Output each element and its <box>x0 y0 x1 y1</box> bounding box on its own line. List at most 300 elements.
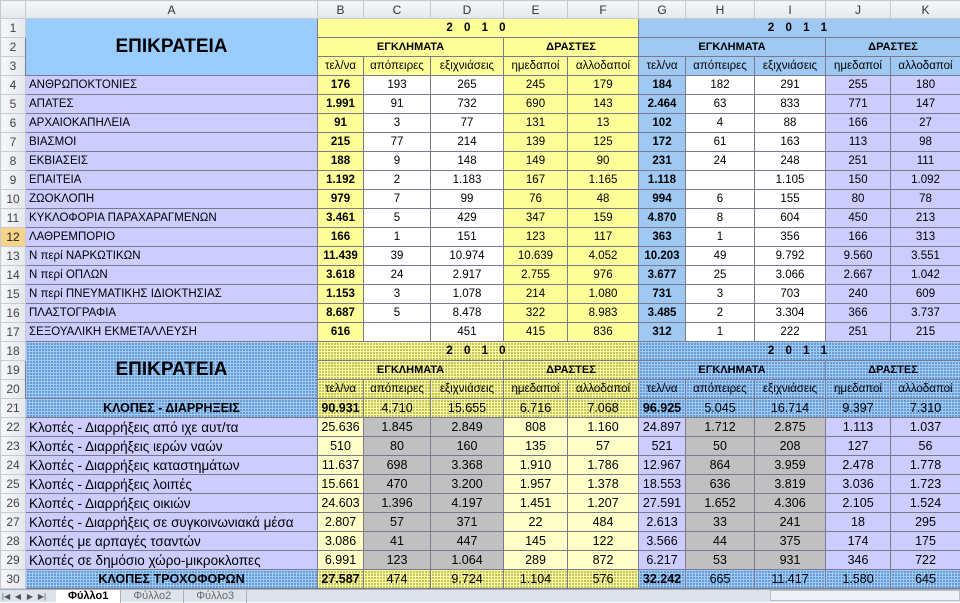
data-cell[interactable]: 215 <box>318 133 364 152</box>
subheader-cell[interactable]: εξιχνιάσεις <box>431 57 504 76</box>
data-cell[interactable]: 3.485 <box>639 304 686 323</box>
row-header[interactable]: 16 <box>1 304 26 323</box>
data-cell[interactable]: 1.396 <box>364 494 431 513</box>
data-cell[interactable]: 8.687 <box>318 304 364 323</box>
data-cell[interactable]: 155 <box>755 190 826 209</box>
data-cell[interactable]: 5 <box>364 304 431 323</box>
total-cell[interactable]: 474 <box>364 570 431 589</box>
data-cell[interactable]: 833 <box>755 95 826 114</box>
data-cell[interactable]: 167 <box>504 171 568 190</box>
data-cell[interactable]: 1.113 <box>826 418 891 437</box>
subheader-cell[interactable]: ημεδαποί <box>826 57 891 76</box>
row-label[interactable]: Κλοπές - Διαρρήξεις οικιών <box>26 494 318 513</box>
data-cell[interactable]: 122 <box>568 532 639 551</box>
row-label[interactable]: ΑΡΧΑΙΟΚΑΠΗΛΕΙΑ <box>26 114 318 133</box>
row-label[interactable]: Κλοπές - Διαρρήξεις σε συγκοινωνιακά μέσα <box>26 513 318 532</box>
data-cell[interactable]: 3 <box>364 285 431 304</box>
data-cell[interactable]: 18 <box>826 513 891 532</box>
subheader-cell[interactable]: αλλοδαποί <box>568 57 639 76</box>
data-cell[interactable]: 166 <box>826 114 891 133</box>
data-cell[interactable]: 7 <box>364 190 431 209</box>
data-cell[interactable]: 102 <box>639 114 686 133</box>
data-cell[interactable]: 241 <box>755 513 826 532</box>
row-header[interactable]: 29 <box>1 551 26 570</box>
row-header[interactable]: 24 <box>1 456 26 475</box>
data-cell[interactable]: 48 <box>568 190 639 209</box>
data-cell[interactable]: 24 <box>364 266 431 285</box>
data-cell[interactable]: 3.461 <box>318 209 364 228</box>
row-header[interactable]: 15 <box>1 285 26 304</box>
data-cell[interactable]: 145 <box>504 532 568 551</box>
row-header[interactable]: 8 <box>1 152 26 171</box>
total-cell[interactable]: 6.716 <box>504 399 568 418</box>
data-cell[interactable]: 4 <box>686 114 755 133</box>
group-header[interactable]: ΕΓΚΛΗΜΑΤΑ <box>318 361 504 380</box>
data-cell[interactable]: 151 <box>431 228 504 247</box>
data-cell[interactable]: 117 <box>568 228 639 247</box>
data-cell[interactable]: 484 <box>568 513 639 532</box>
data-cell[interactable]: 3.677 <box>639 266 686 285</box>
select-all-corner[interactable] <box>1 1 26 19</box>
row-label[interactable]: Ν περί ΟΠΛΩΝ <box>26 266 318 285</box>
row-header[interactable]: 22 <box>1 418 26 437</box>
group-header[interactable]: ΕΓΚΛΗΜΑΤΑ <box>639 38 826 57</box>
data-cell[interactable]: 289 <box>504 551 568 570</box>
data-cell[interactable]: 1 <box>686 323 755 342</box>
data-cell[interactable]: 2.105 <box>826 494 891 513</box>
column-header[interactable]: A <box>26 1 318 19</box>
row-header[interactable]: 9 <box>1 171 26 190</box>
first-sheet-icon[interactable]: |◀ <box>0 592 12 601</box>
total-cell[interactable]: 90.931 <box>318 399 364 418</box>
last-sheet-icon[interactable]: ▶| <box>36 592 48 601</box>
data-cell[interactable]: 91 <box>318 114 364 133</box>
header-title[interactable]: ΕΠΙΚΡΑΤΕΙΑ <box>26 342 318 399</box>
data-cell[interactable]: 27.591 <box>639 494 686 513</box>
total-cell[interactable]: 5.045 <box>686 399 755 418</box>
subheader-cell[interactable]: εξιχνιάσεις <box>755 57 826 76</box>
data-cell[interactable]: 139 <box>504 133 568 152</box>
data-cell[interactable]: 166 <box>826 228 891 247</box>
data-cell[interactable]: 91 <box>364 95 431 114</box>
data-cell[interactable]: 188 <box>318 152 364 171</box>
data-cell[interactable]: 1.192 <box>318 171 364 190</box>
row-label[interactable]: Ν περί ΝΑΡΚΩΤΙΚΩΝ <box>26 247 318 266</box>
row-header[interactable]: 28 <box>1 532 26 551</box>
data-cell[interactable]: 690 <box>504 95 568 114</box>
data-cell[interactable]: 98 <box>891 133 960 152</box>
data-cell[interactable]: 2.807 <box>318 513 364 532</box>
data-cell[interactable]: 90 <box>568 152 639 171</box>
data-cell[interactable]: 994 <box>639 190 686 209</box>
data-cell[interactable]: 149 <box>504 152 568 171</box>
total-cell[interactable]: 96.925 <box>639 399 686 418</box>
data-cell[interactable]: 41 <box>364 532 431 551</box>
data-cell[interactable]: 976 <box>568 266 639 285</box>
total-cell[interactable]: 11.417 <box>755 570 826 589</box>
subheader-cell[interactable]: ημεδαποί <box>826 380 891 399</box>
data-cell[interactable]: 24.603 <box>318 494 364 513</box>
total-cell[interactable]: 32.242 <box>639 570 686 589</box>
data-cell[interactable]: 447 <box>431 532 504 551</box>
data-cell[interactable]: 3.737 <box>891 304 960 323</box>
data-cell[interactable]: 8 <box>686 209 755 228</box>
data-cell[interactable]: 125 <box>568 133 639 152</box>
total-cell[interactable]: 576 <box>568 570 639 589</box>
subheader-cell[interactable]: εξιχνιάσεις <box>431 380 504 399</box>
data-cell[interactable]: 1.451 <box>504 494 568 513</box>
data-cell[interactable]: 245 <box>504 76 568 95</box>
data-cell[interactable]: 53 <box>686 551 755 570</box>
data-cell[interactable]: 11.637 <box>318 456 364 475</box>
subheader-cell[interactable]: τελ/να <box>318 57 364 76</box>
data-cell[interactable]: 4.052 <box>568 247 639 266</box>
data-cell[interactable]: 33 <box>686 513 755 532</box>
total-row-label[interactable]: ΚΛΟΠΕΣ ΤΡΟΧΟΦΟΡΩΝ <box>26 570 318 589</box>
data-cell[interactable]: 8.983 <box>568 304 639 323</box>
data-cell[interactable]: 1.778 <box>891 456 960 475</box>
data-cell[interactable]: 295 <box>891 513 960 532</box>
row-header[interactable]: 26 <box>1 494 26 513</box>
total-cell[interactable]: 16.714 <box>755 399 826 418</box>
data-cell[interactable]: 159 <box>568 209 639 228</box>
data-cell[interactable]: 2.613 <box>639 513 686 532</box>
data-cell[interactable]: 3 <box>364 114 431 133</box>
data-cell[interactable]: 143 <box>568 95 639 114</box>
data-cell[interactable]: 214 <box>504 285 568 304</box>
data-cell[interactable]: 248 <box>755 152 826 171</box>
row-label[interactable]: Κλοπές σε δημόσιο χώρο-μικροκλοπες <box>26 551 318 570</box>
data-cell[interactable]: 1.910 <box>504 456 568 475</box>
column-header[interactable]: G <box>639 1 686 19</box>
data-cell[interactable]: 1.652 <box>686 494 755 513</box>
data-cell[interactable]: 76 <box>504 190 568 209</box>
data-cell[interactable]: 2 <box>364 171 431 190</box>
row-label[interactable]: ΕΠΑΙΤΕΙΑ <box>26 171 318 190</box>
total-cell[interactable]: 645 <box>891 570 960 589</box>
row-label[interactable]: ΚΥΚΛΟΦΟΡΙΑ ΠΑΡΑΧΑΡΑΓΜΕΝΩΝ <box>26 209 318 228</box>
data-cell[interactable]: 3.618 <box>318 266 364 285</box>
data-cell[interactable]: 3 <box>686 285 755 304</box>
data-cell[interactable]: 1.064 <box>431 551 504 570</box>
data-cell[interactable]: 172 <box>639 133 686 152</box>
data-cell[interactable]: 180 <box>891 76 960 95</box>
data-cell[interactable]: 80 <box>364 437 431 456</box>
data-cell[interactable]: 3.036 <box>826 475 891 494</box>
data-cell[interactable]: 9.792 <box>755 247 826 266</box>
data-cell[interactable]: 147 <box>891 95 960 114</box>
subheader-cell[interactable]: τελ/να <box>318 380 364 399</box>
data-cell[interactable]: 636 <box>686 475 755 494</box>
data-cell[interactable]: 215 <box>891 323 960 342</box>
data-cell[interactable]: 22 <box>504 513 568 532</box>
row-header[interactable]: 12 <box>1 228 26 247</box>
data-cell[interactable]: 3.959 <box>755 456 826 475</box>
row-header[interactable]: 6 <box>1 114 26 133</box>
data-cell[interactable]: 771 <box>826 95 891 114</box>
data-cell[interactable]: 231 <box>639 152 686 171</box>
column-header[interactable]: F <box>568 1 639 19</box>
data-cell[interactable]: 363 <box>639 228 686 247</box>
data-cell[interactable]: 291 <box>755 76 826 95</box>
row-label[interactable]: Ν περί ΠΝΕΥΜΑΤΙΚΗΣ ΙΔΙΟΚΤΗΣΙΑΣ <box>26 285 318 304</box>
data-cell[interactable]: 18.553 <box>639 475 686 494</box>
data-cell[interactable]: 88 <box>755 114 826 133</box>
data-cell[interactable]: 312 <box>639 323 686 342</box>
group-header[interactable]: ΔΡΑΣΤΕΣ <box>826 38 960 57</box>
data-cell[interactable]: 251 <box>826 323 891 342</box>
data-cell[interactable]: 1 <box>364 228 431 247</box>
data-cell[interactable]: 213 <box>891 209 960 228</box>
data-cell[interactable]: 2.917 <box>431 266 504 285</box>
data-cell[interactable]: 470 <box>364 475 431 494</box>
data-cell[interactable]: 5 <box>364 209 431 228</box>
subheader-cell[interactable]: αλλοδαποί <box>891 380 960 399</box>
data-cell[interactable]: 10.639 <box>504 247 568 266</box>
data-cell[interactable]: 9.560 <box>826 247 891 266</box>
data-cell[interactable]: 3.200 <box>431 475 504 494</box>
total-cell[interactable]: 7.310 <box>891 399 960 418</box>
next-sheet-icon[interactable]: ▶ <box>24 592 36 601</box>
data-cell[interactable]: 111 <box>891 152 960 171</box>
data-cell[interactable]: 49 <box>686 247 755 266</box>
row-label[interactable]: Κλοπές - Διαρρήξεις λοιπές <box>26 475 318 494</box>
total-cell[interactable]: 27.587 <box>318 570 364 589</box>
row-label[interactable]: Κλοπές - Διαρρήξεις από ιχε αυτ/τα <box>26 418 318 437</box>
data-cell[interactable]: 150 <box>826 171 891 190</box>
header-title[interactable]: ΕΠΙΚΡΑΤΕΙΑ <box>26 19 318 76</box>
data-cell[interactable]: 703 <box>755 285 826 304</box>
row-header[interactable]: 5 <box>1 95 26 114</box>
row-header[interactable]: 27 <box>1 513 26 532</box>
subheader-cell[interactable]: απόπειρες <box>364 380 431 399</box>
data-cell[interactable]: 3.368 <box>431 456 504 475</box>
data-cell[interactable]: 6.991 <box>318 551 364 570</box>
total-cell[interactable]: 7.068 <box>568 399 639 418</box>
data-cell[interactable]: 371 <box>431 513 504 532</box>
row-header[interactable]: 23 <box>1 437 26 456</box>
data-cell[interactable]: 135 <box>504 437 568 456</box>
data-cell[interactable]: 166 <box>318 228 364 247</box>
data-cell[interactable]: 63 <box>686 95 755 114</box>
row-label[interactable]: ΕΚΒΙΑΣΕΙΣ <box>26 152 318 171</box>
row-header[interactable]: 11 <box>1 209 26 228</box>
total-cell[interactable]: 1.104 <box>504 570 568 589</box>
row-header[interactable]: 30 <box>1 570 26 589</box>
data-cell[interactable]: 4.870 <box>639 209 686 228</box>
data-cell[interactable]: 78 <box>891 190 960 209</box>
data-cell[interactable]: 872 <box>568 551 639 570</box>
data-cell[interactable]: 179 <box>568 76 639 95</box>
row-label[interactable]: ΑΝΘΡΩΠΟΚΤΟΝΙΕΣ <box>26 76 318 95</box>
data-cell[interactable]: 2.755 <box>504 266 568 285</box>
data-cell[interactable]: 1.957 <box>504 475 568 494</box>
total-cell[interactable]: 665 <box>686 570 755 589</box>
group-header[interactable]: ΕΓΚΛΗΜΑΤΑ <box>639 361 826 380</box>
data-cell[interactable]: 3.819 <box>755 475 826 494</box>
year-2011-header[interactable]: 2 0 1 1 <box>639 342 960 361</box>
row-label[interactable]: ΛΑΘΡΕΜΠΟΡΙΟ <box>26 228 318 247</box>
data-cell[interactable]: 1.183 <box>431 171 504 190</box>
data-cell[interactable]: 1.080 <box>568 285 639 304</box>
row-header[interactable]: 25 <box>1 475 26 494</box>
data-cell[interactable]: 609 <box>891 285 960 304</box>
row-header[interactable]: 19 <box>1 361 26 380</box>
row-header[interactable]: 18 <box>1 342 26 361</box>
data-cell[interactable]: 99 <box>431 190 504 209</box>
data-cell[interactable]: 174 <box>826 532 891 551</box>
row-header[interactable]: 14 <box>1 266 26 285</box>
data-cell[interactable]: 13 <box>568 114 639 133</box>
row-header[interactable]: 2 <box>1 38 26 57</box>
data-cell[interactable]: 366 <box>826 304 891 323</box>
total-cell[interactable]: 4.710 <box>364 399 431 418</box>
subheader-cell[interactable]: τελ/να <box>639 380 686 399</box>
data-cell[interactable]: 616 <box>318 323 364 342</box>
row-label[interactable]: Κλοπές - Διαρρήξεις ιερών ναών <box>26 437 318 456</box>
row-label[interactable]: ΠΛΑΣΤΟΓΡΑΦΙΑ <box>26 304 318 323</box>
row-header[interactable]: 10 <box>1 190 26 209</box>
data-cell[interactable]: 356 <box>755 228 826 247</box>
data-cell[interactable]: 1.092 <box>891 171 960 190</box>
data-cell[interactable]: 9 <box>364 152 431 171</box>
data-cell[interactable]: 10.974 <box>431 247 504 266</box>
data-cell[interactable]: 24.897 <box>639 418 686 437</box>
data-cell[interactable]: 57 <box>364 513 431 532</box>
data-cell[interactable]: 808 <box>504 418 568 437</box>
data-cell[interactable]: 175 <box>891 532 960 551</box>
row-label[interactable]: Κλοπές με αρπαγές τσαντών <box>26 532 318 551</box>
subheader-cell[interactable]: ημεδαποί <box>504 380 568 399</box>
data-cell[interactable]: 415 <box>504 323 568 342</box>
data-cell[interactable]: 11.439 <box>318 247 364 266</box>
subheader-cell[interactable]: αλλοδαποί <box>568 380 639 399</box>
total-cell[interactable]: 9.724 <box>431 570 504 589</box>
year-2010-header[interactable]: 2 0 1 0 <box>318 19 639 38</box>
data-cell[interactable]: 313 <box>891 228 960 247</box>
data-cell[interactable]: 24 <box>686 152 755 171</box>
data-cell[interactable]: 732 <box>431 95 504 114</box>
data-cell[interactable]: 1.845 <box>364 418 431 437</box>
subheader-cell[interactable]: εξιχνιάσεις <box>755 380 826 399</box>
data-cell[interactable]: 450 <box>826 209 891 228</box>
total-cell[interactable]: 15.655 <box>431 399 504 418</box>
data-cell[interactable]: 1.712 <box>686 418 755 437</box>
data-cell[interactable]: 61 <box>686 133 755 152</box>
data-cell[interactable]: 1.378 <box>568 475 639 494</box>
data-cell[interactable]: 1.118 <box>639 171 686 190</box>
data-cell[interactable]: 1.105 <box>755 171 826 190</box>
data-cell[interactable]: 131 <box>504 114 568 133</box>
data-cell[interactable]: 77 <box>431 114 504 133</box>
data-cell[interactable]: 6.217 <box>639 551 686 570</box>
sheet-tab[interactable]: Φύλλο1 <box>56 590 121 603</box>
data-cell[interactable]: 2.464 <box>639 95 686 114</box>
data-cell[interactable]: 451 <box>431 323 504 342</box>
data-cell[interactable]: 931 <box>755 551 826 570</box>
data-cell[interactable]: 50 <box>686 437 755 456</box>
data-cell[interactable]: 3.304 <box>755 304 826 323</box>
subheader-cell[interactable]: απόπειρες <box>686 57 755 76</box>
data-cell[interactable]: 3.566 <box>639 532 686 551</box>
data-cell[interactable]: 836 <box>568 323 639 342</box>
row-header[interactable]: 21 <box>1 399 26 418</box>
data-cell[interactable]: 182 <box>686 76 755 95</box>
sheet-tab[interactable]: Φύλλο2 <box>121 590 184 603</box>
data-cell[interactable]: 731 <box>639 285 686 304</box>
data-cell[interactable]: 193 <box>364 76 431 95</box>
data-cell[interactable]: 123 <box>504 228 568 247</box>
data-cell[interactable]: 8.478 <box>431 304 504 323</box>
data-cell[interactable]: 113 <box>826 133 891 152</box>
column-header[interactable]: I <box>755 1 826 19</box>
column-header[interactable]: K <box>891 1 960 19</box>
data-cell[interactable]: 3.066 <box>755 266 826 285</box>
group-header[interactable]: ΔΡΑΣΤΕΣ <box>504 361 639 380</box>
column-header[interactable]: J <box>826 1 891 19</box>
data-cell[interactable]: 510 <box>318 437 364 456</box>
data-cell[interactable]: 4.197 <box>431 494 504 513</box>
data-cell[interactable]: 214 <box>431 133 504 152</box>
data-cell[interactable]: 1.153 <box>318 285 364 304</box>
data-cell[interactable]: 2.667 <box>826 266 891 285</box>
subheader-cell[interactable]: αλλοδαποί <box>891 57 960 76</box>
row-header[interactable]: 20 <box>1 380 26 399</box>
group-header[interactable]: ΔΡΑΣΤΕΣ <box>826 361 960 380</box>
data-cell[interactable]: 1.723 <box>891 475 960 494</box>
row-header[interactable]: 1 <box>1 19 26 38</box>
data-cell[interactable]: 2.478 <box>826 456 891 475</box>
data-cell[interactable]: 604 <box>755 209 826 228</box>
row-label[interactable]: ΒΙΑΣΜΟΙ <box>26 133 318 152</box>
row-header[interactable]: 13 <box>1 247 26 266</box>
column-header[interactable]: D <box>431 1 504 19</box>
data-cell[interactable]: 25 <box>686 266 755 285</box>
column-header[interactable]: E <box>504 1 568 19</box>
data-cell[interactable]: 521 <box>639 437 686 456</box>
data-cell[interactable]: 123 <box>364 551 431 570</box>
row-header[interactable]: 4 <box>1 76 26 95</box>
horizontal-scrollbar[interactable] <box>770 590 960 601</box>
data-cell[interactable]: 251 <box>826 152 891 171</box>
data-cell[interactable]: 722 <box>891 551 960 570</box>
subheader-cell[interactable]: ημεδαποί <box>504 57 568 76</box>
data-cell[interactable]: 163 <box>755 133 826 152</box>
row-header[interactable]: 7 <box>1 133 26 152</box>
data-cell[interactable]: 1.207 <box>568 494 639 513</box>
year-2011-header[interactable]: 2 0 1 1 <box>639 19 960 38</box>
data-cell[interactable]: 1.078 <box>431 285 504 304</box>
data-cell[interactable]: 240 <box>826 285 891 304</box>
data-cell[interactable]: 1.524 <box>891 494 960 513</box>
data-cell[interactable]: 1.160 <box>568 418 639 437</box>
data-cell[interactable]: 12.967 <box>639 456 686 475</box>
column-header[interactable]: C <box>364 1 431 19</box>
year-2010-header[interactable]: 2 0 1 0 <box>318 342 639 361</box>
data-cell[interactable]: 265 <box>431 76 504 95</box>
data-cell[interactable]: 1.042 <box>891 266 960 285</box>
data-cell[interactable]: 44 <box>686 532 755 551</box>
sheet-tab[interactable]: Φύλλο3 <box>184 590 247 603</box>
data-cell[interactable]: 346 <box>826 551 891 570</box>
data-cell[interactable]: 375 <box>755 532 826 551</box>
data-cell[interactable]: 979 <box>318 190 364 209</box>
data-cell[interactable]: 347 <box>504 209 568 228</box>
data-cell[interactable]: 176 <box>318 76 364 95</box>
data-cell[interactable]: 127 <box>826 437 891 456</box>
row-header[interactable]: 17 <box>1 323 26 342</box>
data-cell[interactable]: 322 <box>504 304 568 323</box>
